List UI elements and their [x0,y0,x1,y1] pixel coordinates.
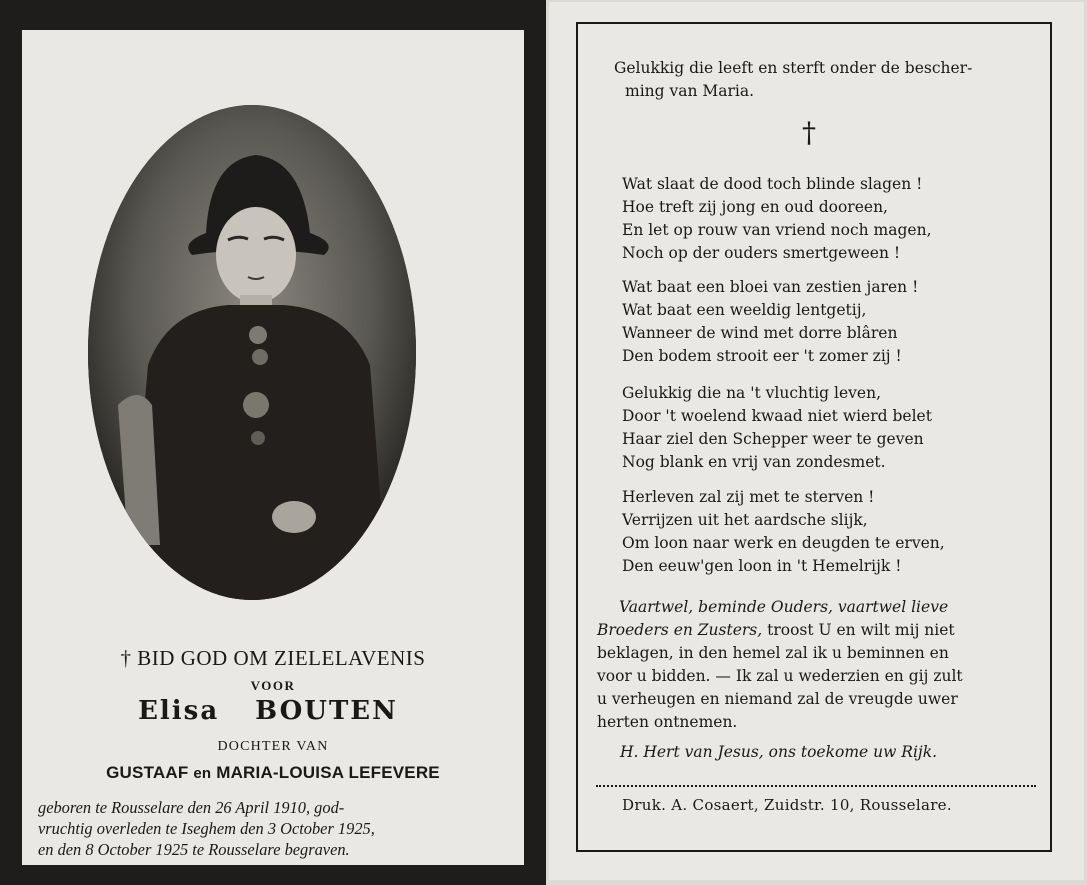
first-name: Elisa [138,696,220,726]
poem-line: Den bodem strooit eer 't zomer zij ! [622,347,902,365]
poem-line: Herleven zal zij met te sterven ! [622,488,875,506]
sacred-heart-invocation: H. Hert van Jesus, ons toekome uw Rijk. [620,743,938,761]
dotted-divider [596,785,1036,787]
poem-stanza-4 [622,486,945,578]
heading-line: Gelukkig die leeft en sterft onder de bescher- [614,59,973,77]
parents-names [0,763,546,783]
poem-line: En let op rouw van vriend noch magen, [622,221,932,239]
farewell-rest: troost U en wilt mij niet [762,621,955,639]
prayer-heading: † BID GOD OM ZIELELAVENIS [120,646,426,670]
birth-line: vruchtig overleden te Iseghem den 3 October 1925, [38,819,375,838]
voor-label: VOOR [250,678,296,693]
daughter-of-label: DOCHTER VAN [217,739,329,754]
farewell-line: herten ontnemen. [597,713,738,731]
portrait-illustration [88,105,416,600]
cross-icon: † [802,116,816,149]
farewell-paragraph [597,596,1037,734]
farewell-line [597,619,1037,642]
poem-line: Nog blank en vrij van zondesmet. [622,453,886,471]
heading-line: ming van Maria. [625,82,755,100]
poem-line: Den eeuw'gen loon in 't Hemelrijk ! [622,557,902,575]
maria-heading [614,57,972,103]
poem-line: Wanneer de wind met dorre blâren [622,324,898,342]
poem-line: Wat slaat de dood toch blinde slagen ! [622,175,923,193]
poem-stanza-1 [622,173,932,265]
last-name: BOUTEN [255,696,398,726]
birth-line: geboren te Rousselare den 26 April 1910, god- [38,798,345,817]
poem-line: Verrijzen uit het aardsche slijk, [622,511,868,529]
printer-credit: Druk. A. Cosaert, Zuidstr. 10, Rousselare. [622,796,952,814]
portrait-photo [88,105,416,600]
farewell-line: voor u bidden. — Ik zal u wederzien en gij zult [597,667,963,685]
farewell-line: beklagen, in den hemel zal ik u beminnen en [597,644,949,662]
poem-line: Haar ziel den Schepper weer te geven [622,430,924,448]
farewell-line: u verheugen en niemand zal de vreugde uwer [597,690,958,708]
poem-line: Wat baat een weeldig lentgetij, [622,301,867,319]
poem-stanza-3 [622,382,932,474]
mother-name: MARIA-LOUISA LEFEVERE [216,763,440,782]
poem-line: Noch op der ouders smertgeween ! [622,244,901,262]
poem-line: Gelukkig die na 't vluchtig leven, [622,384,881,402]
farewell-line: Vaartwel, beminde Ouders, vaartwel lieve [619,598,949,616]
father-name: GUSTAAF [106,763,189,782]
poem-line: Door 't woelend kwaad niet wierd belet [622,407,932,425]
birth-line: en den 8 October 1925 te Rousselare begraven. [38,840,350,859]
poem-stanza-2 [622,276,918,368]
poem-line: Hoe treft zij jong en oud dooreen, [622,198,888,216]
poem-line: Wat baat een bloei van zestien jaren ! [622,278,919,296]
birth-death-text [38,797,508,860]
farewell-italic: Broeders en Zusters, [597,621,763,639]
conjunction: en [193,765,212,782]
poem-line: Om loon naar werk en deugden te erven, [622,534,945,552]
deceased-name [0,696,536,726]
